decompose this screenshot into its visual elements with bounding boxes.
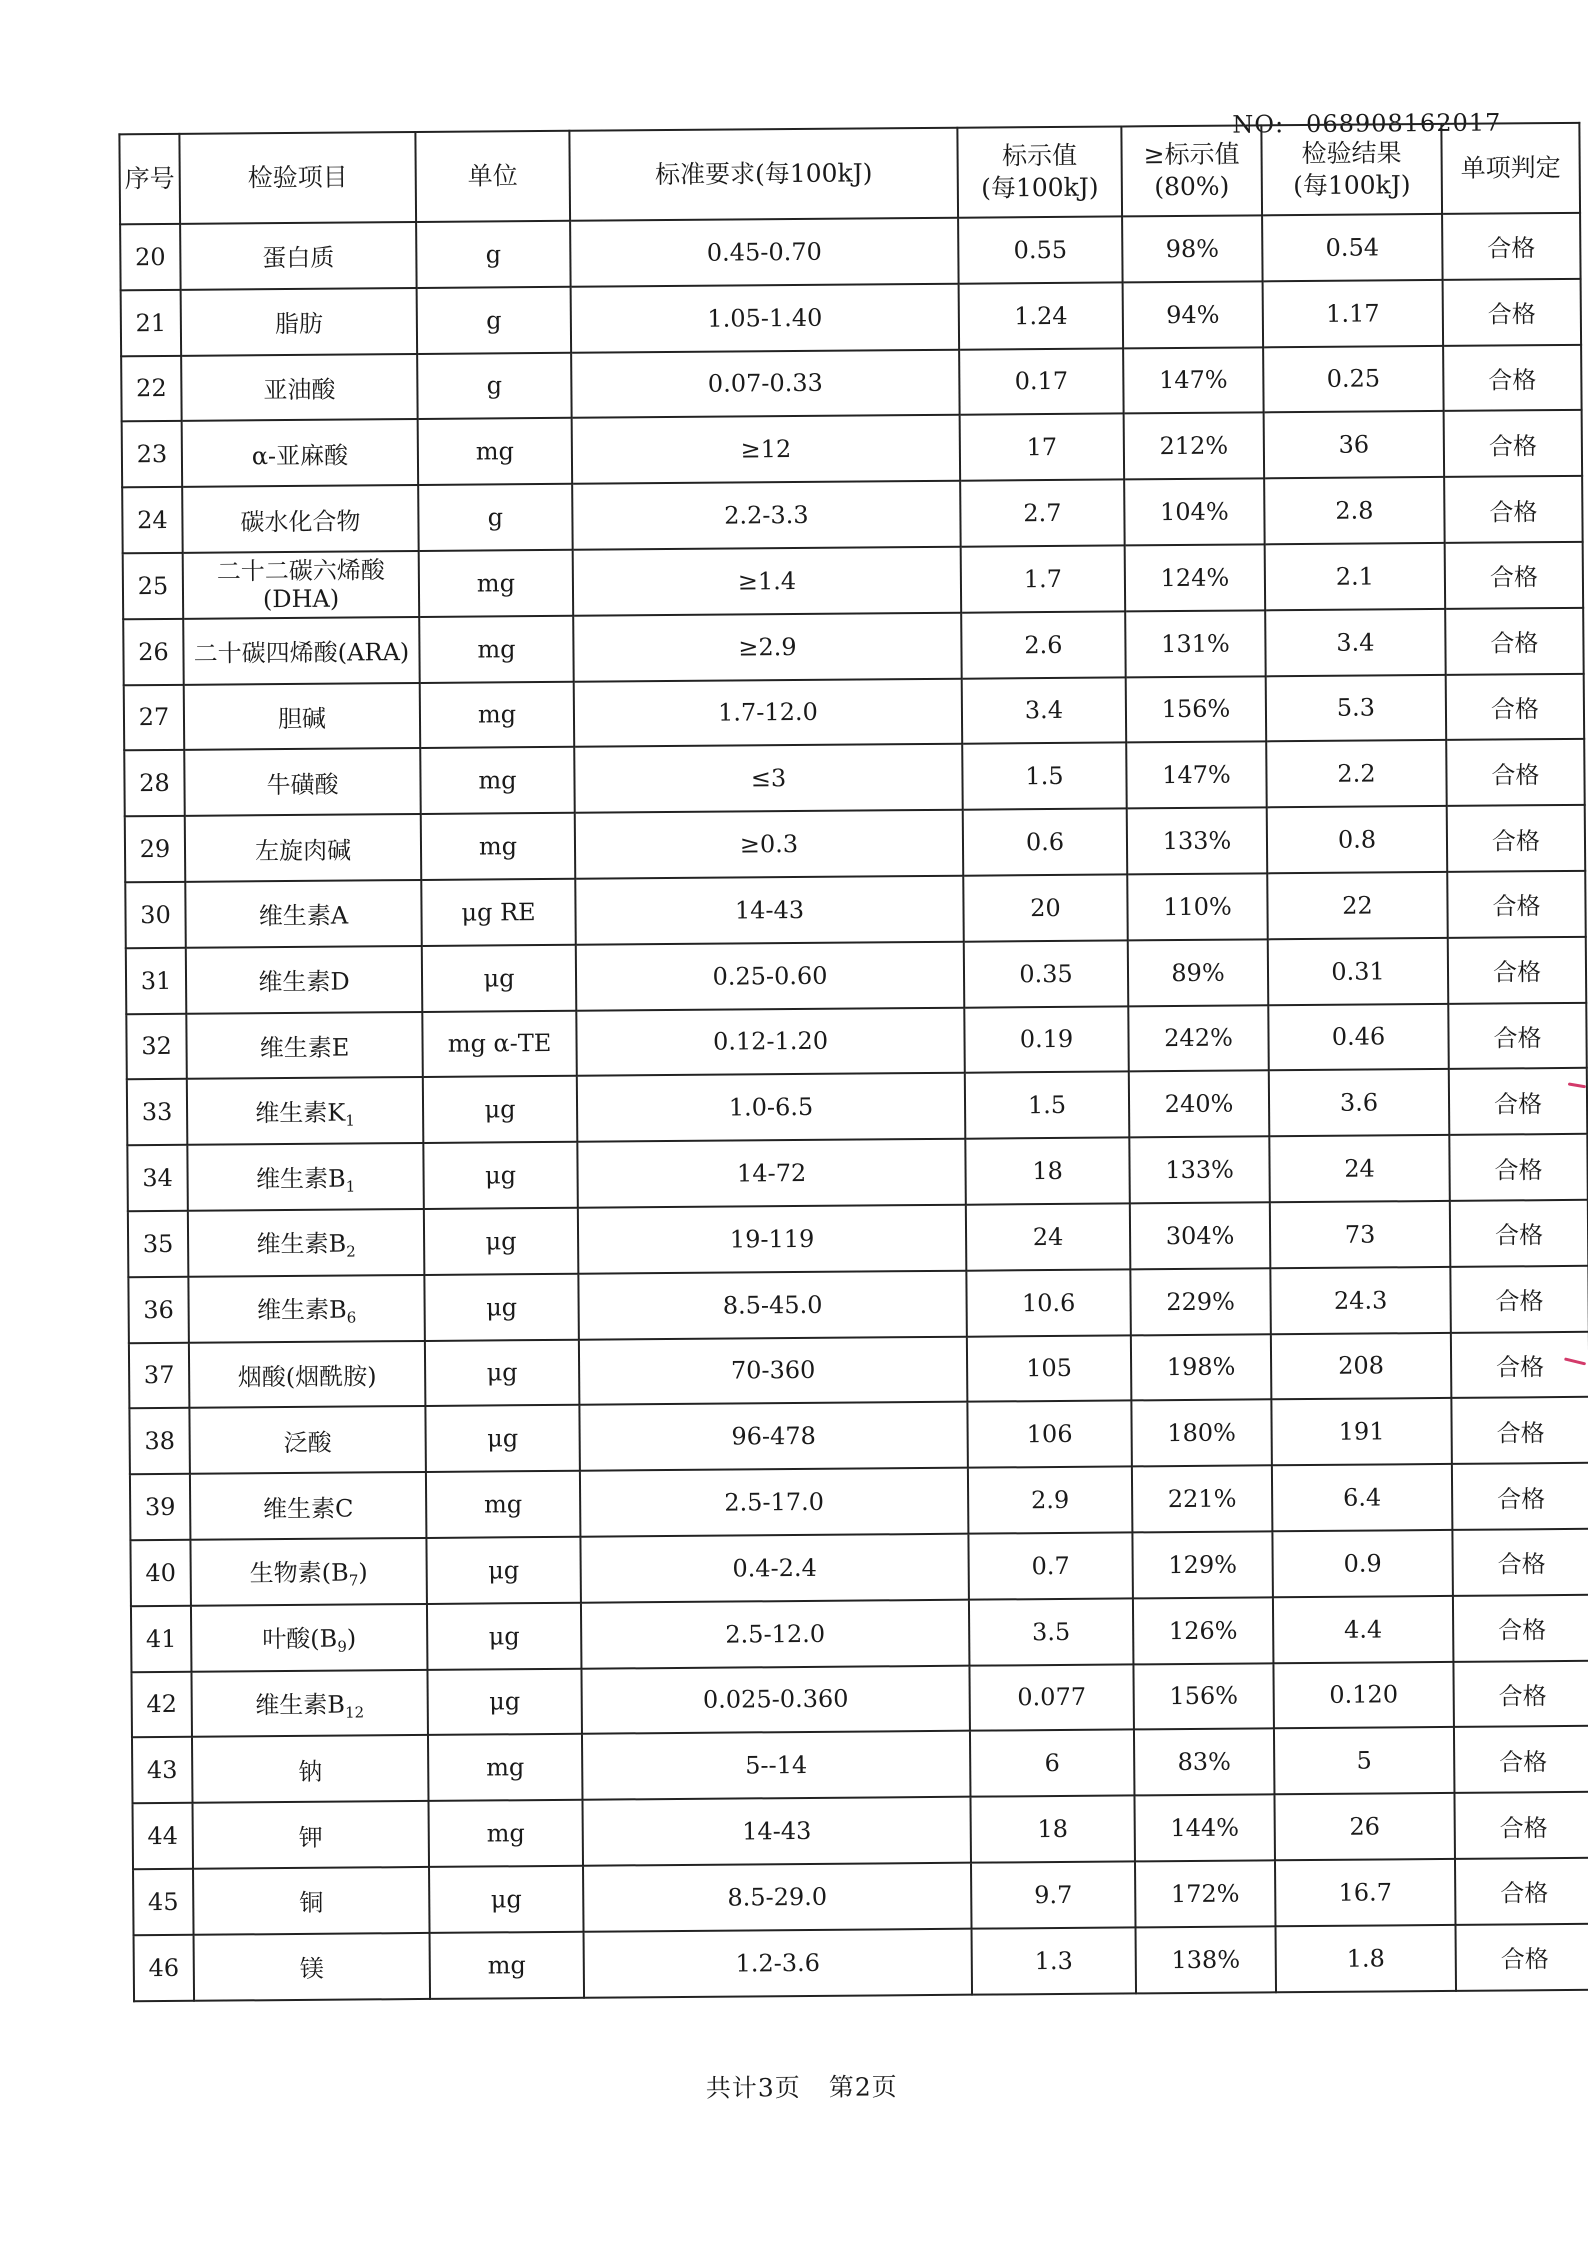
cell-ratio: 242% — [1128, 1005, 1269, 1072]
cell-ratio: 110% — [1127, 873, 1268, 940]
header-verdict: 单项判定 — [1441, 123, 1580, 214]
cell-ratio: 131% — [1125, 610, 1266, 677]
cell-seq: 35 — [128, 1211, 189, 1277]
cell-verdict: 合格 — [1451, 1397, 1588, 1464]
cell-seq: 36 — [128, 1277, 189, 1343]
cell-item: 维生素C — [190, 1472, 427, 1540]
table-row — [122, 410, 1582, 487]
cell-verdict: 合格 — [1454, 1792, 1588, 1859]
cell-unit: mg — [428, 1800, 583, 1867]
cell-standard: 14-72 — [577, 1139, 966, 1208]
cell-standard: ≥2.9 — [573, 613, 962, 682]
table-row — [134, 1924, 1588, 2001]
header-ratio-line1: ≥标示值 — [1143, 139, 1240, 170]
header-seq: 序号 — [119, 134, 180, 224]
cell-seq: 30 — [125, 882, 186, 948]
cell-item: 维生素A — [185, 880, 422, 948]
cell-seq: 29 — [125, 816, 186, 882]
cell-item — [191, 1604, 428, 1672]
cell-declared: 105 — [967, 1335, 1132, 1402]
cell-ratio: 124% — [1125, 544, 1266, 611]
cell-standard: 0.25-0.60 — [576, 941, 965, 1010]
cell-seq: 22 — [121, 355, 182, 421]
cell-result: 1.8 — [1276, 1925, 1457, 1992]
cell-seq: 40 — [130, 1540, 191, 1606]
cell-seq: 39 — [130, 1474, 191, 1540]
cell-item: 脂肪 — [181, 288, 418, 356]
cell-ratio: 180% — [1131, 1400, 1272, 1467]
table-row — [129, 1397, 1588, 1474]
cell-standard: 0.07-0.33 — [571, 349, 960, 418]
cell-declared: 2.9 — [968, 1467, 1133, 1534]
table-row — [128, 1266, 1588, 1343]
cell-result: 208 — [1271, 1332, 1452, 1399]
item-text: 维生素B — [256, 1229, 347, 1259]
table-row — [127, 1134, 1587, 1211]
cell-unit: μg — [424, 1208, 579, 1275]
cell-standard: 0.4-2.4 — [580, 1534, 969, 1603]
cell-seq: 37 — [129, 1342, 190, 1408]
table-row — [127, 1068, 1587, 1145]
table-row — [122, 476, 1582, 553]
cell-result: 26 — [1274, 1793, 1455, 1860]
cell-verdict: 合格 — [1452, 1529, 1588, 1596]
cell-item — [188, 1209, 425, 1277]
cell-unit: mg — [420, 747, 575, 814]
cell-ratio: 144% — [1134, 1794, 1275, 1861]
cell-result: 0.120 — [1273, 1661, 1454, 1728]
cell-verdict: 合格 — [1447, 871, 1586, 938]
cell-verdict: 合格 — [1454, 1726, 1588, 1793]
cell-result: 0.8 — [1267, 806, 1448, 873]
cell-unit: μg — [425, 1339, 580, 1406]
cell-verdict: 合格 — [1442, 213, 1581, 280]
cell-ratio: 304% — [1130, 1202, 1271, 1269]
table-row — [129, 1331, 1588, 1408]
item-subscript: 2 — [346, 1242, 356, 1261]
table-row — [124, 673, 1584, 750]
cell-declared: 20 — [963, 874, 1128, 941]
item-text: 维生素B — [255, 1690, 346, 1720]
cell-item: 钠 — [192, 1735, 429, 1803]
cell-result: 2.8 — [1264, 477, 1445, 544]
item-text: 生物素(B — [249, 1558, 349, 1588]
cell-verdict: 合格 — [1448, 1002, 1587, 1069]
table-row — [132, 1726, 1588, 1803]
cell-item: 铜 — [193, 1867, 430, 1935]
table-row — [125, 805, 1585, 882]
cell-item: 二十碳四烯酸(ARA) — [183, 617, 420, 685]
cell-seq: 28 — [124, 750, 185, 816]
header-declared-line1: 标示值 — [1001, 140, 1078, 171]
header-ratio — [1121, 125, 1262, 216]
cell-item: α-亚麻酸 — [182, 419, 419, 487]
cell-item — [187, 1077, 424, 1145]
cell-declared: 1.5 — [962, 743, 1127, 810]
table-row — [123, 608, 1583, 685]
cell-seq: 32 — [126, 1013, 187, 1079]
cell-unit: mg — [421, 813, 576, 880]
cell-ratio: 129% — [1132, 1531, 1273, 1598]
cell-declared: 0.19 — [964, 1006, 1129, 1073]
table-row — [126, 1002, 1586, 1079]
item-subscript: 9 — [337, 1637, 347, 1656]
cell-verdict: 合格 — [1444, 476, 1583, 543]
cell-seq: 45 — [133, 1869, 194, 1935]
cell-verdict: 合格 — [1452, 1463, 1588, 1530]
cell-seq: 25 — [123, 553, 184, 619]
cell-verdict: 合格 — [1446, 739, 1585, 806]
item-tail: ) — [346, 1624, 357, 1653]
cell-result: 16.7 — [1275, 1859, 1456, 1926]
header-item: 检验项目 — [179, 132, 416, 224]
item-subscript: 1 — [345, 1111, 355, 1130]
cell-declared: 0.35 — [964, 940, 1129, 1007]
cell-standard: 0.025-0.360 — [581, 1665, 970, 1734]
cell-verdict: 合格 — [1449, 1068, 1588, 1135]
cell-ratio: 133% — [1127, 807, 1268, 874]
cell-declared: 0.55 — [958, 216, 1123, 283]
table-row — [130, 1529, 1588, 1606]
header-declared — [957, 126, 1122, 217]
cell-unit: mg — [426, 1471, 581, 1538]
cell-seq: 27 — [124, 684, 185, 750]
cell-item — [188, 1275, 425, 1343]
cell-seq: 23 — [122, 421, 183, 487]
cell-item: 蛋白质 — [180, 222, 417, 290]
cell-unit: μg — [426, 1537, 581, 1604]
cell-result: 0.9 — [1272, 1530, 1453, 1597]
cell-result: 0.31 — [1268, 938, 1449, 1005]
cell-standard: 0.45-0.70 — [570, 218, 959, 287]
cell-result: 3.6 — [1269, 1069, 1450, 1136]
cell-declared: 2.7 — [960, 480, 1125, 547]
inspection-table — [118, 122, 1588, 2002]
cell-declared: 0.6 — [963, 809, 1128, 876]
cell-item — [190, 1538, 427, 1606]
cell-result: 24.3 — [1270, 1267, 1451, 1334]
cell-standard: 14-43 — [582, 1797, 971, 1866]
cell-declared: 3.4 — [962, 677, 1127, 744]
cell-item — [187, 1143, 424, 1211]
cell-unit: μg — [427, 1602, 582, 1669]
cell-ratio: 89% — [1128, 939, 1269, 1006]
cell-declared: 0.17 — [959, 348, 1124, 415]
item-text: 维生素K — [255, 1098, 346, 1128]
cell-ratio: 83% — [1134, 1729, 1275, 1796]
cell-ratio: 156% — [1133, 1663, 1274, 1730]
table-row — [121, 279, 1581, 356]
item-subscript: 7 — [348, 1571, 359, 1590]
cell-unit: mg α-TE — [422, 1010, 577, 1077]
item-text: 维生素B — [256, 1295, 347, 1325]
cell-item: 维生素E — [186, 1012, 423, 1080]
header-result — [1261, 124, 1442, 215]
cell-standard: 8.5-45.0 — [578, 1270, 967, 1339]
header-declared-line2: (每100kJ) — [981, 172, 1099, 203]
cell-verdict: 合格 — [1449, 1134, 1588, 1201]
footer-total-pages: 共计3页 — [705, 2073, 801, 2103]
table-row — [128, 1200, 1588, 1277]
cell-result: 5.3 — [1266, 674, 1447, 741]
cell-ratio: 147% — [1126, 742, 1267, 809]
cell-unit: mg — [430, 1931, 585, 1998]
cell-result: 1.17 — [1263, 280, 1444, 347]
table-row — [124, 739, 1584, 816]
footer-current-page: 第2页 — [828, 2072, 898, 2102]
cell-item: 泛酸 — [189, 1406, 426, 1474]
header-unit: 单位 — [415, 131, 570, 222]
cell-seq: 26 — [123, 619, 184, 685]
cell-verdict: 合格 — [1448, 937, 1587, 1004]
cell-seq: 24 — [122, 487, 183, 553]
cell-verdict: 合格 — [1443, 279, 1582, 346]
cell-item: 烟酸(烟酰胺) — [189, 1341, 426, 1409]
cell-verdict: 合格 — [1444, 410, 1583, 477]
cell-ratio: 240% — [1129, 1071, 1270, 1138]
cell-item: 维生素D — [186, 946, 423, 1014]
cell-item: 碳水化合物 — [182, 485, 419, 553]
cell-result: 73 — [1270, 1201, 1451, 1268]
cell-verdict: 合格 — [1451, 1331, 1588, 1398]
header-standard: 标准要求(每100kJ) — [569, 128, 958, 221]
cell-declared: 10.6 — [966, 1269, 1131, 1336]
cell-result: 0.25 — [1263, 346, 1444, 413]
header-result-line1: 检验结果 — [1301, 138, 1402, 169]
item-text: 二十二碳六烯酸 — [216, 556, 385, 586]
table-row — [131, 1595, 1588, 1672]
cell-unit: mg — [418, 418, 573, 485]
cell-declared: 18 — [970, 1796, 1135, 1863]
item-subscript: 12 — [344, 1703, 365, 1722]
table-row — [133, 1858, 1588, 1935]
cell-ratio: 94% — [1123, 281, 1264, 348]
cell-standard: ≤3 — [574, 744, 963, 813]
cell-result: 0.46 — [1268, 1003, 1449, 1070]
cell-verdict: 合格 — [1445, 608, 1584, 675]
cell-declared: 9.7 — [971, 1861, 1136, 1928]
cell-verdict: 合格 — [1450, 1266, 1588, 1333]
cell-unit: μg — [423, 1076, 578, 1143]
cell-item: 镁 — [194, 1933, 431, 2001]
table-header-row — [119, 123, 1580, 224]
cell-result: 2.1 — [1265, 543, 1446, 610]
cell-declared: 1.7 — [961, 545, 1126, 612]
cell-result: 24 — [1269, 1135, 1450, 1202]
cell-declared: 106 — [967, 1401, 1132, 1468]
cell-ratio: 104% — [1124, 479, 1265, 546]
cell-verdict: 合格 — [1455, 1858, 1588, 1925]
cell-result: 191 — [1271, 1398, 1452, 1465]
cell-unit: μg — [425, 1405, 580, 1472]
table-row — [120, 213, 1580, 290]
cell-standard: 8.5-29.0 — [583, 1863, 972, 1932]
cell-standard: ≥12 — [572, 415, 961, 484]
cell-verdict: 合格 — [1447, 805, 1586, 872]
table-row — [131, 1660, 1588, 1737]
cell-ratio: 98% — [1122, 215, 1263, 282]
item-subscript: 6 — [346, 1308, 357, 1327]
cell-standard: 2.5-17.0 — [580, 1468, 969, 1537]
cell-ratio: 212% — [1124, 413, 1265, 480]
cell-unit: g — [416, 221, 571, 288]
cell-standard: ≥1.4 — [573, 547, 962, 616]
cell-standard: 1.05-1.40 — [571, 284, 960, 353]
cell-declared: 1.5 — [965, 1072, 1130, 1139]
cell-seq: 46 — [134, 1935, 195, 2001]
cell-item: 牛磺酸 — [184, 748, 421, 816]
cell-standard: 96-478 — [579, 1402, 968, 1471]
table-row — [126, 937, 1586, 1014]
cell-unit: μg — [429, 1866, 584, 1933]
item-subscript: 1 — [345, 1177, 356, 1196]
cell-verdict: 合格 — [1455, 1924, 1588, 1991]
cell-item: 钾 — [193, 1801, 430, 1869]
report-number-label: NO: — [1232, 110, 1285, 139]
cell-seq: 34 — [127, 1145, 188, 1211]
cell-declared: 24 — [966, 1203, 1131, 1270]
cell-ratio: 156% — [1126, 676, 1267, 743]
item-tail: ) — [358, 1558, 368, 1587]
header-ratio-line2: (80%) — [1154, 171, 1230, 202]
table-row — [121, 344, 1581, 421]
cell-verdict: 合格 — [1453, 1660, 1588, 1727]
cell-unit: μg RE — [421, 879, 576, 946]
cell-verdict: 合格 — [1445, 542, 1584, 609]
cell-ratio: 172% — [1135, 1860, 1276, 1927]
header-result-line2: (每100kJ) — [1293, 170, 1411, 201]
item-text: 叶酸(B — [262, 1624, 338, 1654]
table-row — [130, 1463, 1588, 1540]
cell-unit: μg — [427, 1668, 582, 1735]
cell-standard: ≥0.3 — [575, 810, 964, 879]
cell-result: 5 — [1274, 1727, 1455, 1794]
cell-seq: 31 — [126, 948, 187, 1014]
cell-result: 6.4 — [1272, 1464, 1453, 1531]
table-row — [123, 542, 1583, 619]
cell-ratio: 126% — [1133, 1597, 1274, 1664]
cell-item: 胆碱 — [184, 683, 421, 751]
cell-unit: g — [418, 484, 573, 551]
cell-standard: 14-43 — [575, 876, 964, 945]
cell-unit: mg — [420, 681, 575, 748]
cell-ratio: 133% — [1129, 1136, 1270, 1203]
cell-unit: mg — [428, 1734, 583, 1801]
cell-ratio: 147% — [1123, 347, 1264, 414]
cell-unit: μg — [423, 1142, 578, 1209]
cell-standard: 1.2-3.6 — [584, 1928, 973, 1997]
cell-standard: 19-119 — [578, 1205, 967, 1274]
cell-declared: 0.7 — [968, 1532, 1133, 1599]
item-line2: (DHA) — [262, 584, 340, 614]
cell-ratio: 229% — [1130, 1268, 1271, 1335]
cell-unit: μg — [424, 1273, 579, 1340]
cell-seq: 20 — [120, 224, 181, 290]
table-row — [133, 1792, 1588, 1869]
cell-standard: 1.7-12.0 — [574, 678, 963, 747]
cell-declared: 3.5 — [969, 1598, 1134, 1665]
cell-result: 4.4 — [1273, 1596, 1454, 1663]
cell-declared: 1.3 — [972, 1927, 1137, 1994]
cell-standard: 1.0-6.5 — [577, 1073, 966, 1142]
page-footer — [8, 2062, 1588, 2110]
cell-item — [191, 1669, 428, 1737]
cell-standard: 0.12-1.20 — [576, 1007, 965, 1076]
cell-ratio: 138% — [1136, 1926, 1277, 1993]
cell-standard: 2.5-12.0 — [581, 1599, 970, 1668]
cell-result: 3.4 — [1265, 609, 1446, 676]
cell-seq: 41 — [131, 1606, 192, 1672]
cell-ratio: 221% — [1132, 1465, 1273, 1532]
cell-verdict: 合格 — [1446, 673, 1585, 740]
item-text: 维生素B — [255, 1164, 346, 1193]
cell-verdict: 合格 — [1453, 1595, 1588, 1662]
table-row — [125, 871, 1585, 948]
cell-item: 左旋肉碱 — [185, 814, 422, 882]
cell-unit: g — [417, 287, 572, 354]
cell-declared: 1.24 — [959, 282, 1124, 349]
cell-standard: 5--14 — [582, 1731, 971, 1800]
cell-seq: 43 — [132, 1737, 193, 1803]
cell-declared: 18 — [965, 1138, 1130, 1205]
cell-unit: g — [417, 352, 572, 419]
cell-verdict: 合格 — [1450, 1200, 1588, 1267]
cell-verdict: 合格 — [1443, 344, 1582, 411]
report-number-value: 068908162017 — [1306, 108, 1502, 138]
cell-declared: 0.077 — [969, 1664, 1134, 1731]
cell-result: 36 — [1264, 411, 1445, 478]
cell-seq: 33 — [127, 1079, 188, 1145]
cell-declared: 6 — [970, 1730, 1135, 1797]
cell-declared: 17 — [960, 414, 1125, 481]
cell-result: 0.54 — [1262, 214, 1443, 281]
cell-seq: 44 — [133, 1803, 194, 1869]
cell-seq: 42 — [131, 1671, 192, 1737]
cell-result: 2.2 — [1266, 740, 1447, 807]
cell-ratio: 198% — [1131, 1334, 1272, 1401]
cell-item — [183, 551, 420, 619]
table-body — [120, 213, 1588, 2001]
cell-item: 亚油酸 — [181, 354, 418, 422]
cell-unit: mg — [419, 550, 574, 617]
cell-standard: 70-360 — [579, 1336, 968, 1405]
cell-declared: 2.6 — [961, 611, 1126, 678]
cell-unit: μg — [422, 945, 577, 1012]
cell-unit: mg — [419, 616, 574, 683]
cell-seq: 21 — [121, 290, 182, 356]
cell-standard: 2.2-3.3 — [572, 481, 961, 550]
cell-result: 22 — [1267, 872, 1448, 939]
cell-seq: 38 — [129, 1408, 190, 1474]
